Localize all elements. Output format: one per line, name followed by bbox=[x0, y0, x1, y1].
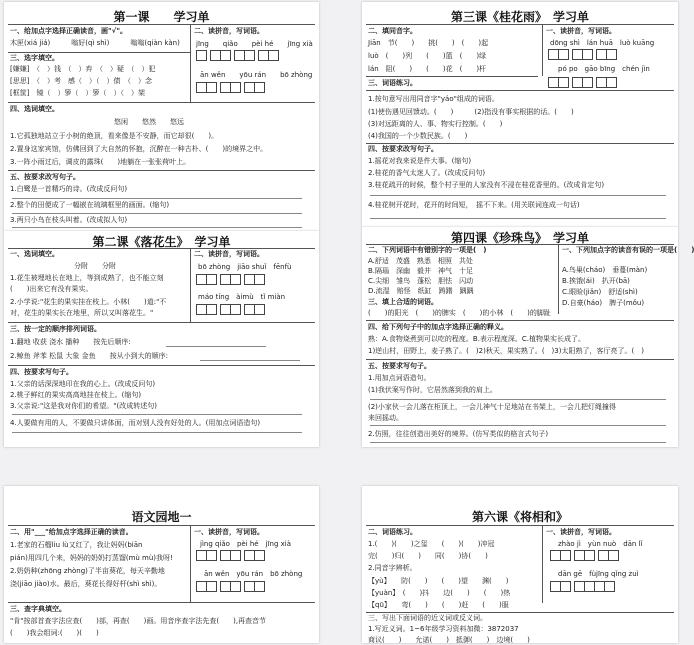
worksheet-lesson-1 bbox=[4, 2, 319, 231]
worksheet-lesson-3 bbox=[362, 2, 678, 227]
question-line: [思思] （ ）考 感（ ）（ ）债 （ ）念 bbox=[10, 77, 152, 85]
question-heading: 五、按要求改写句子。 bbox=[10, 173, 80, 181]
question-line: 2.置身这家宾馆，仿佛回到了大自然的怀抱，沉醉在一种古朴、( )的境界之中。 bbox=[10, 145, 268, 153]
writing-grid[interactable] bbox=[548, 77, 617, 88]
question-line: Jiān 节( ) 挑( ) ( )起 bbox=[368, 39, 489, 47]
writing-grid[interactable] bbox=[196, 50, 279, 61]
pinyin-line: máo tíng àimù tǐ miàn bbox=[198, 293, 286, 301]
question-heading: 一、读拼音，写词语。 bbox=[546, 27, 616, 35]
question-line: 3.一阵小雨过后，调皮的露珠( )地躺在一张张荷叶上。 bbox=[10, 158, 191, 166]
page-title: 第三课《桂花雨》 学习单 bbox=[450, 10, 589, 24]
question-line: "肯"按部首查字法应查( )部，再查( )画。用音序查字法先查( ),再查音节 bbox=[10, 617, 267, 625]
question-line: 1.( )( )之玺 ( )( )冲冠 bbox=[368, 540, 495, 548]
question-line: 2.整个的田便成了一幅嵌在琉璃框里的画面。(缩句) bbox=[10, 201, 170, 209]
question-line: ( )我会组词:( )( ) bbox=[10, 629, 99, 637]
worksheet-lesson-6 bbox=[362, 486, 678, 643]
pinyin-line: ān wěn yōu rán bō zhòng bbox=[200, 71, 313, 79]
option: D.自豪(háo) 脾子(mǒu) bbox=[562, 299, 645, 307]
question-heading: 二、读拼音，写词语。 bbox=[194, 250, 264, 258]
question-heading: 一、给加点字选择正确读音，画"√"。 bbox=[10, 27, 127, 35]
question-line: 2.鲸鱼 斧苯 松鼠 大象 金鱼 按从小到大的顺序: bbox=[10, 352, 168, 360]
question-line: 4.人要做有用的人，不要做只讲体面，而对别人没有好处的人。(用加点词语造句) bbox=[10, 419, 261, 427]
question-heading: 四、给下列句子中的加点字选择正确的释义。 bbox=[368, 323, 508, 331]
question-line: 1.按句意写出用同音字"yáo"组成的词语。 bbox=[368, 95, 499, 103]
question-line: 【yù】 防( ) ( )望 渊( ) bbox=[368, 577, 509, 585]
question-heading: 四、按要求写句子。 bbox=[10, 368, 73, 376]
question-line: 1.老家的石榴liu lù又红了，我让妈妈(biān bbox=[10, 541, 143, 549]
question-heading: 二、用"___"给加点字选择正确的读音。 bbox=[10, 528, 133, 536]
question-heading: 三、词语练习。 bbox=[368, 79, 417, 87]
pinyin-line: dān gē fùjīng qǐng zuì bbox=[558, 570, 639, 578]
question-line: 1.翻地 收获 浇水 播种 按先后顺序: bbox=[10, 338, 131, 346]
question-heading: 二、读拼音，写词语。 bbox=[194, 27, 264, 35]
question-line: (2)小家伙一会儿落在柜顶上，一会儿神气十足地站在书架上，一会儿把灯绳撞得 bbox=[368, 403, 616, 411]
question-line: 木匣(xiá jiá) 嗡好(qì shì) 嗡嗡(qiàn kàn) bbox=[10, 39, 180, 47]
option: B.挨饿(ái) 扒开(bā) bbox=[562, 277, 630, 285]
question-heading: 二、词语练习。 bbox=[368, 528, 417, 536]
question-line: 商议( ) 允诺( ) 抵御( ) 边境( ) bbox=[368, 636, 530, 644]
question-heading: 一、选词填空。 bbox=[10, 250, 59, 258]
worksheet-unit-1-review bbox=[4, 486, 319, 643]
question-line: 1.它孤独地站立于小树的绝顶，看来像是不安静，而它却很( )。 bbox=[10, 132, 219, 140]
question-line: 对，花生的果实长在地里，所以又叫落花生。" bbox=[10, 309, 154, 317]
question-line: 2.桂花的香气太迷人了。(改成反问句) bbox=[368, 169, 486, 177]
page-title: 第六课《将相和》 bbox=[471, 510, 568, 524]
pinyin-line: pó po gāo bīng chén jìn bbox=[558, 65, 650, 73]
question-line: 4.桂花树开花时，花开的时间短， 摇不下来。(用关联词连成一句话) bbox=[368, 201, 580, 209]
option: B.隔瑙 深幽 毅井 神气 十足 bbox=[368, 267, 474, 275]
question-line: (3)对远距离的人、事、物实行控制。( ) bbox=[368, 120, 503, 128]
writing-grid[interactable] bbox=[550, 581, 615, 592]
question-line: 【qū】 弯( ) ( )赶 ( )服 bbox=[368, 601, 509, 609]
question-heading: 四、按要求改写句子。 bbox=[368, 145, 438, 153]
question-line: pián)用四几个来，妈妈的奶奶打蒸馏(mù mù)我呀! bbox=[10, 554, 173, 562]
question-line: 1.花生被埋地长在地上，等到成熟了，也不能立刻 bbox=[10, 274, 164, 282]
question-line: [框筐] 镜（ ）箩（ ）箩（ ）（ ）架 bbox=[10, 89, 145, 97]
question-line: 3.桂花疏开的时候，整个村子里的人家没有不浸在桂花香里的。(改成肯定句) bbox=[368, 181, 605, 189]
question-heading: 一、读拼音，写词语。 bbox=[546, 528, 616, 536]
option: C.尖细 雏鸟 蓬松 胆怯 闪动 bbox=[368, 277, 474, 285]
question-heading: 四、选词填空。 bbox=[10, 105, 59, 113]
writing-grid[interactable] bbox=[196, 82, 265, 93]
worksheet-lesson-4 bbox=[362, 227, 694, 447]
page-title: 第二课《落花生》 学习单 bbox=[92, 235, 231, 249]
question-heading: 三、选字填空。 bbox=[10, 54, 59, 62]
writing-grid[interactable] bbox=[196, 550, 265, 561]
pinyin-line: bō zhòng jiāo shuǐ fēnfù bbox=[198, 263, 292, 271]
option: A.舒适 茂盛 熟悉 相照 共处 bbox=[368, 257, 473, 265]
writing-grid[interactable] bbox=[548, 49, 617, 60]
question-heading: 五、按要求写句子。 bbox=[368, 362, 431, 370]
question-line: [嫌嫌] （ ）钱 （ ）弃 （ ）疑 （ ）犯 bbox=[10, 65, 156, 73]
question-line: 3.两只小鸟在枝头叫着。(改成拟人句) bbox=[10, 216, 128, 224]
question-line: 1.摇花对我来说是件大事。(缩句) bbox=[368, 157, 472, 165]
question-line: 1.写近义词。1~6年级学习资料加微：3872037 bbox=[368, 625, 519, 633]
pinyin-line: jīng qiǎo pèi hé jīng xià bbox=[196, 40, 313, 48]
question-line: 1.白鹭是一首精巧的诗。(改成反问句) bbox=[10, 185, 128, 193]
question-line: ( )出来它有没有果实。 bbox=[10, 285, 93, 293]
question-line: (4)我国的一个少数民族。( ) bbox=[368, 132, 468, 140]
page-title: 语文园地一 bbox=[131, 510, 192, 524]
question-heading: 三、按一定的顺序排列词语。 bbox=[10, 325, 101, 333]
question-heading: 一、读拼音，写词语。 bbox=[194, 528, 264, 536]
question-line: 2.仿照，往往创造出美好的境界。(仿写类似的格言式句子) bbox=[368, 430, 549, 438]
question-line: 来回摇动。 bbox=[368, 414, 403, 422]
writing-grid[interactable] bbox=[550, 550, 619, 561]
question-line: 完( )归( ) 同( )协( ) bbox=[368, 552, 488, 560]
question-line: 2.小学说:"花生的果实挂在枝上。小林( )道:"不 bbox=[10, 298, 167, 306]
pinyin-line: ān wěn yōu rán bō zhòng bbox=[204, 570, 303, 578]
option: C.眼睑(jiǎn) 舒适(shì) bbox=[562, 288, 638, 296]
question-heading: 二、下列词语中有错别字的一项是( ) bbox=[368, 246, 487, 254]
writing-grid[interactable] bbox=[196, 274, 265, 285]
question-heading: 三、查字典填空。 bbox=[10, 605, 66, 613]
writing-grid[interactable] bbox=[196, 581, 265, 592]
question-line: 浇(jiāo jiào)水。最后，葵花长得好杆(shì shì)。 bbox=[10, 580, 162, 588]
question-line: luò ( )列 ( )篮 ( )绿 bbox=[368, 52, 487, 60]
question-line: (1)使伤遇见回馈动。( ) (2)指没有事实根据的话。( ) bbox=[368, 108, 574, 116]
pinyin-line: dōng shì lán huā luò kuāng bbox=[550, 39, 655, 47]
question-line: 2.同音字辨析。 bbox=[368, 564, 417, 572]
writing-grid[interactable] bbox=[196, 304, 265, 315]
page-title: 第一课 学习单 bbox=[113, 10, 210, 24]
question-line: 【yuàn】 ( )抖 边( ) ( )热 bbox=[368, 589, 511, 597]
question-line: 2.奶奶种(zhōng zhòng)了半亩葵花，每天辛勤地 bbox=[10, 567, 165, 575]
question-line: (1)我伏案写作时，它居然落到我的肩上。 bbox=[368, 386, 497, 394]
pinyin-line: jìng qiǎo pèi hé jīng xià bbox=[200, 540, 291, 548]
question-line: 1.父亲的话深深地印在我的心上。(改成反问句) bbox=[10, 380, 156, 388]
word-bank: 悠闲 悠然 悠远 bbox=[114, 118, 184, 126]
question-line: lán 阻( ) ( )花 ( )杆 bbox=[368, 65, 487, 73]
question-heading: 三、填上合适的词语。 bbox=[368, 298, 438, 306]
word-bank: 分附 分附 bbox=[74, 262, 116, 270]
question-heading: 二、填同音字。 bbox=[368, 27, 417, 35]
question-line: 熟：A.食物烧煮到可以吃的程度。B.表示程度深。C.植物果实长成了。 bbox=[368, 335, 586, 343]
question-line: 2.桃子鲜红的果实高高地挂在枝上。(缩句) bbox=[10, 391, 142, 399]
option: A.鸟巢(cháo) 垂蔓(màn) bbox=[562, 266, 648, 274]
option: D.流湿 赔怪 纸缸 踌躇 踽踽 bbox=[368, 287, 474, 295]
page-title: 第四课《珍珠鸟》 学习单 bbox=[450, 231, 589, 245]
question-heading: 三、写出下面词语的近义词或反义词。 bbox=[368, 614, 487, 622]
question-line: 3.父亲说:"这是我对你们的希望。"(改成转述句) bbox=[10, 402, 157, 410]
question-line: 1.用加点词语造句。 bbox=[368, 374, 431, 382]
worksheet-lesson-2 bbox=[4, 231, 319, 447]
question-line: 1)逆山村，田野上，麦子熟了。( )2)秋天，果实熟了。( )3)太阳熟了，客厅亮了。( ) bbox=[368, 347, 644, 355]
question-heading: 一、下列加点字的读音有误的一项是( ) bbox=[562, 246, 694, 254]
question-line: ( )的阳光 ( )的脾实 ( )的小林 ( )的脚趾 bbox=[368, 309, 551, 317]
pinyin-line: zhào jì yùn nuò dān lǐ bbox=[558, 540, 643, 548]
